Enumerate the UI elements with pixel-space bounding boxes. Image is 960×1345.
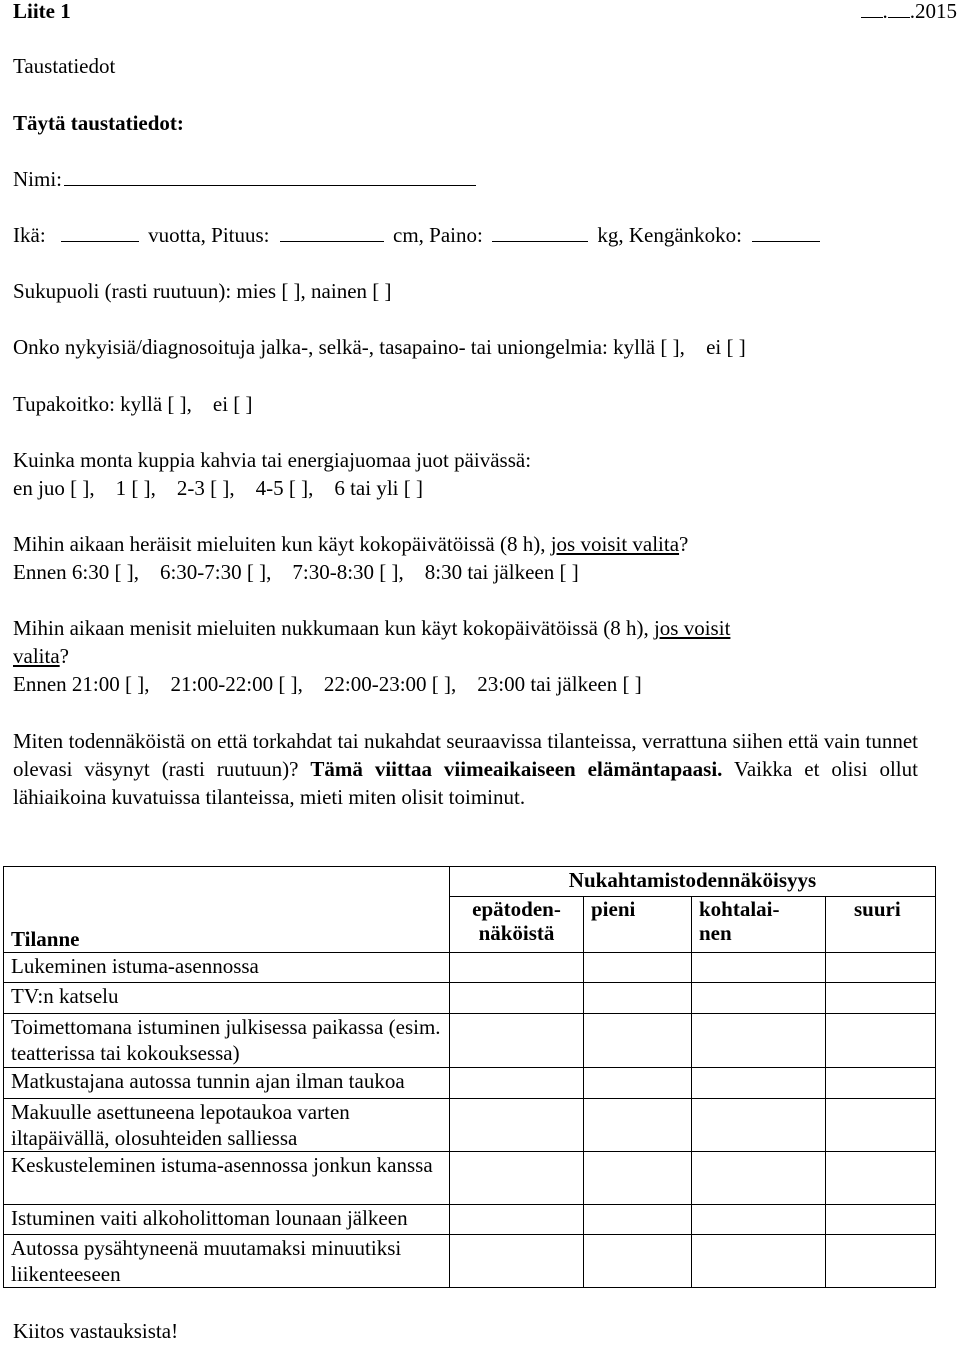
- name-row: [13, 165, 476, 193]
- name-label: Nimi:: [13, 167, 63, 191]
- column-header-moderate: kohtalai- nen: [692, 897, 826, 953]
- wake-options[interactable]: Ennen 6:30 [ ], 6:30-7:30 [ ], 7:30-8:30 [ ], 8:30 tai jälkeen [ ]: [13, 560, 579, 584]
- problems-line[interactable]: [13, 333, 746, 361]
- wake-question: [13, 530, 688, 558]
- table-row: Keskusteleminen istuma-asennossa jonkun kanssa: [4, 1152, 450, 1205]
- sleep-question-text: Mihin aikaan menisit mieluiten nukkumaan kun käyt kokopäivätöissä (8 h),: [13, 616, 654, 640]
- sleep-question-mark: ?: [59, 644, 69, 668]
- wake-question-text: Mihin aikaan heräisit mieluiten kun käyt kokopäivätöissä (8 h),: [13, 532, 551, 556]
- page-title: Taustatiedot: [13, 54, 116, 78]
- paragraph-bold: Tämä viittaa viimeaikaiseen elämäntapaasi.: [310, 757, 723, 781]
- answer-cell[interactable]: [826, 1099, 936, 1152]
- coffee-question: Kuinka monta kuppia kahvia tai energiajuomaa juot päivässä:: [13, 448, 532, 472]
- answer-cell[interactable]: [826, 1014, 936, 1068]
- month-blank[interactable]: [888, 0, 910, 18]
- year-text: .2015: [909, 0, 957, 23]
- column-header-small: pieni: [584, 897, 692, 953]
- answer-cell[interactable]: [692, 983, 826, 1014]
- day-blank[interactable]: [861, 0, 883, 18]
- answer-cell[interactable]: [450, 1152, 584, 1205]
- answer-cell[interactable]: [692, 1152, 826, 1205]
- answer-cell[interactable]: [826, 1235, 936, 1288]
- sleep-question-underlined: jos voisit: [653, 616, 731, 640]
- answer-cell[interactable]: [826, 983, 936, 1014]
- answer-cell[interactable]: [692, 1235, 826, 1288]
- column-header-unlikely: epätoden- näköistä: [450, 897, 584, 953]
- table-row: Toimettomana istuminen julkisessa paikassa (esim. teatterissa tai kokouksessa): [4, 1014, 450, 1068]
- height-field[interactable]: [280, 221, 384, 242]
- gender-line[interactable]: Sukupuoli (rasti ruutuun): mies [ ], nainen [ ]: [13, 279, 392, 303]
- coffee-options[interactable]: en juo [ ], 1 [ ], 2-3 [ ], 4-5 [ ], 6 tai yli [ ]: [13, 476, 423, 500]
- problems-question: Onko nykyisiä/diagnosoituja jalka-, selkä-, tasapaino- tai uniongelmia: kyllä [ ],: [13, 335, 685, 359]
- age-field[interactable]: [61, 221, 139, 242]
- answer-cell[interactable]: [826, 953, 936, 983]
- answer-cell[interactable]: [692, 953, 826, 983]
- answer-cell[interactable]: [450, 1068, 584, 1099]
- probability-group-header: Nukahtamistodennäköisyys: [450, 867, 936, 897]
- paragraph-text-2: Vaikka et olisi ollut lähiaikoina kuvatuissa tilanteissa, mieti miten olisit toiminut.: [13, 757, 918, 809]
- answer-cell[interactable]: [826, 1068, 936, 1099]
- answer-cell[interactable]: [584, 1205, 692, 1235]
- sleep-question-underlined-2: valita: [13, 644, 60, 668]
- table-row: Matkustajana autossa tunnin ajan ilman taukoa: [4, 1068, 450, 1099]
- instruction-heading: Täytä taustatiedot:: [13, 111, 184, 135]
- answer-cell[interactable]: [826, 1152, 936, 1205]
- instruction-paragraph: [13, 727, 918, 811]
- answer-cell[interactable]: [584, 953, 692, 983]
- column-header-high: suuri: [826, 897, 936, 953]
- table-row: TV:n katselu: [4, 983, 450, 1014]
- answer-cell[interactable]: [584, 1068, 692, 1099]
- sleepiness-table: [3, 866, 936, 1288]
- answer-cell[interactable]: [450, 1205, 584, 1235]
- measurements-row: [13, 221, 820, 249]
- sleep-question: [13, 614, 730, 642]
- answer-cell[interactable]: [450, 1235, 584, 1288]
- answer-cell[interactable]: [584, 1014, 692, 1068]
- sleep-options[interactable]: Ennen 21:00 [ ], 21:00-22:00 [ ], 22:00-23:00 [ ], 23:00 tai jälkeen [ ]: [13, 672, 642, 696]
- table-row: Istuminen vaiti alkoholittoman lounaan jälkeen: [4, 1205, 450, 1235]
- years-unit: vuotta, Pituus:: [148, 223, 270, 247]
- answer-cell[interactable]: [584, 1235, 692, 1288]
- answer-cell[interactable]: [450, 953, 584, 983]
- answer-cell[interactable]: [450, 1099, 584, 1152]
- answer-cell[interactable]: [692, 1068, 826, 1099]
- answer-cell[interactable]: [692, 1205, 826, 1235]
- wake-question-mark: ?: [679, 532, 689, 556]
- answer-cell[interactable]: [450, 1014, 584, 1068]
- thanks-footer: Kiitos vastauksista!: [13, 1319, 179, 1343]
- name-field[interactable]: [64, 165, 476, 186]
- table-row: Makuulle asettuneena lepotaukoa varten iltapäivällä, olosuhteiden salliessa: [4, 1099, 450, 1152]
- shoe-size-field[interactable]: [752, 221, 820, 242]
- wake-question-underlined: jos voisit valita: [550, 532, 680, 556]
- answer-cell[interactable]: [692, 1099, 826, 1152]
- answer-cell[interactable]: [450, 983, 584, 1014]
- answer-cell[interactable]: [584, 983, 692, 1014]
- table-row: Autossa pysähtyneenä muutamaksi minuutiksi liikenteeseen: [4, 1235, 450, 1288]
- weight-unit: kg, Kengänkoko:: [597, 223, 742, 247]
- paragraph-text: Miten todennäköistä on että torkahdat tai nukahdat seuraavissa tilanteissa, verrattuna siihen että vain tunnet olevasi väsynyt (rasti ruutuun)?: [13, 729, 918, 781]
- age-label: Ikä:: [13, 223, 46, 247]
- answer-cell[interactable]: [584, 1152, 692, 1205]
- table-row: Lukeminen istuma-asennossa: [4, 953, 450, 983]
- answer-cell[interactable]: [692, 1014, 826, 1068]
- date-field[interactable]: . .2015: [861, 0, 958, 25]
- problems-no-option[interactable]: ei [ ]: [706, 335, 746, 359]
- situation-header: Tilanne: [4, 867, 450, 953]
- answer-cell[interactable]: [584, 1099, 692, 1152]
- answer-cell[interactable]: [826, 1205, 936, 1235]
- sleep-question-cont: [13, 642, 69, 670]
- smoking-line[interactable]: Tupakoitko: kyllä [ ], ei [ ]: [13, 392, 253, 416]
- height-unit: cm, Paino:: [393, 223, 483, 247]
- appendix-label: Liite 1: [13, 0, 71, 23]
- weight-field[interactable]: [492, 221, 588, 242]
